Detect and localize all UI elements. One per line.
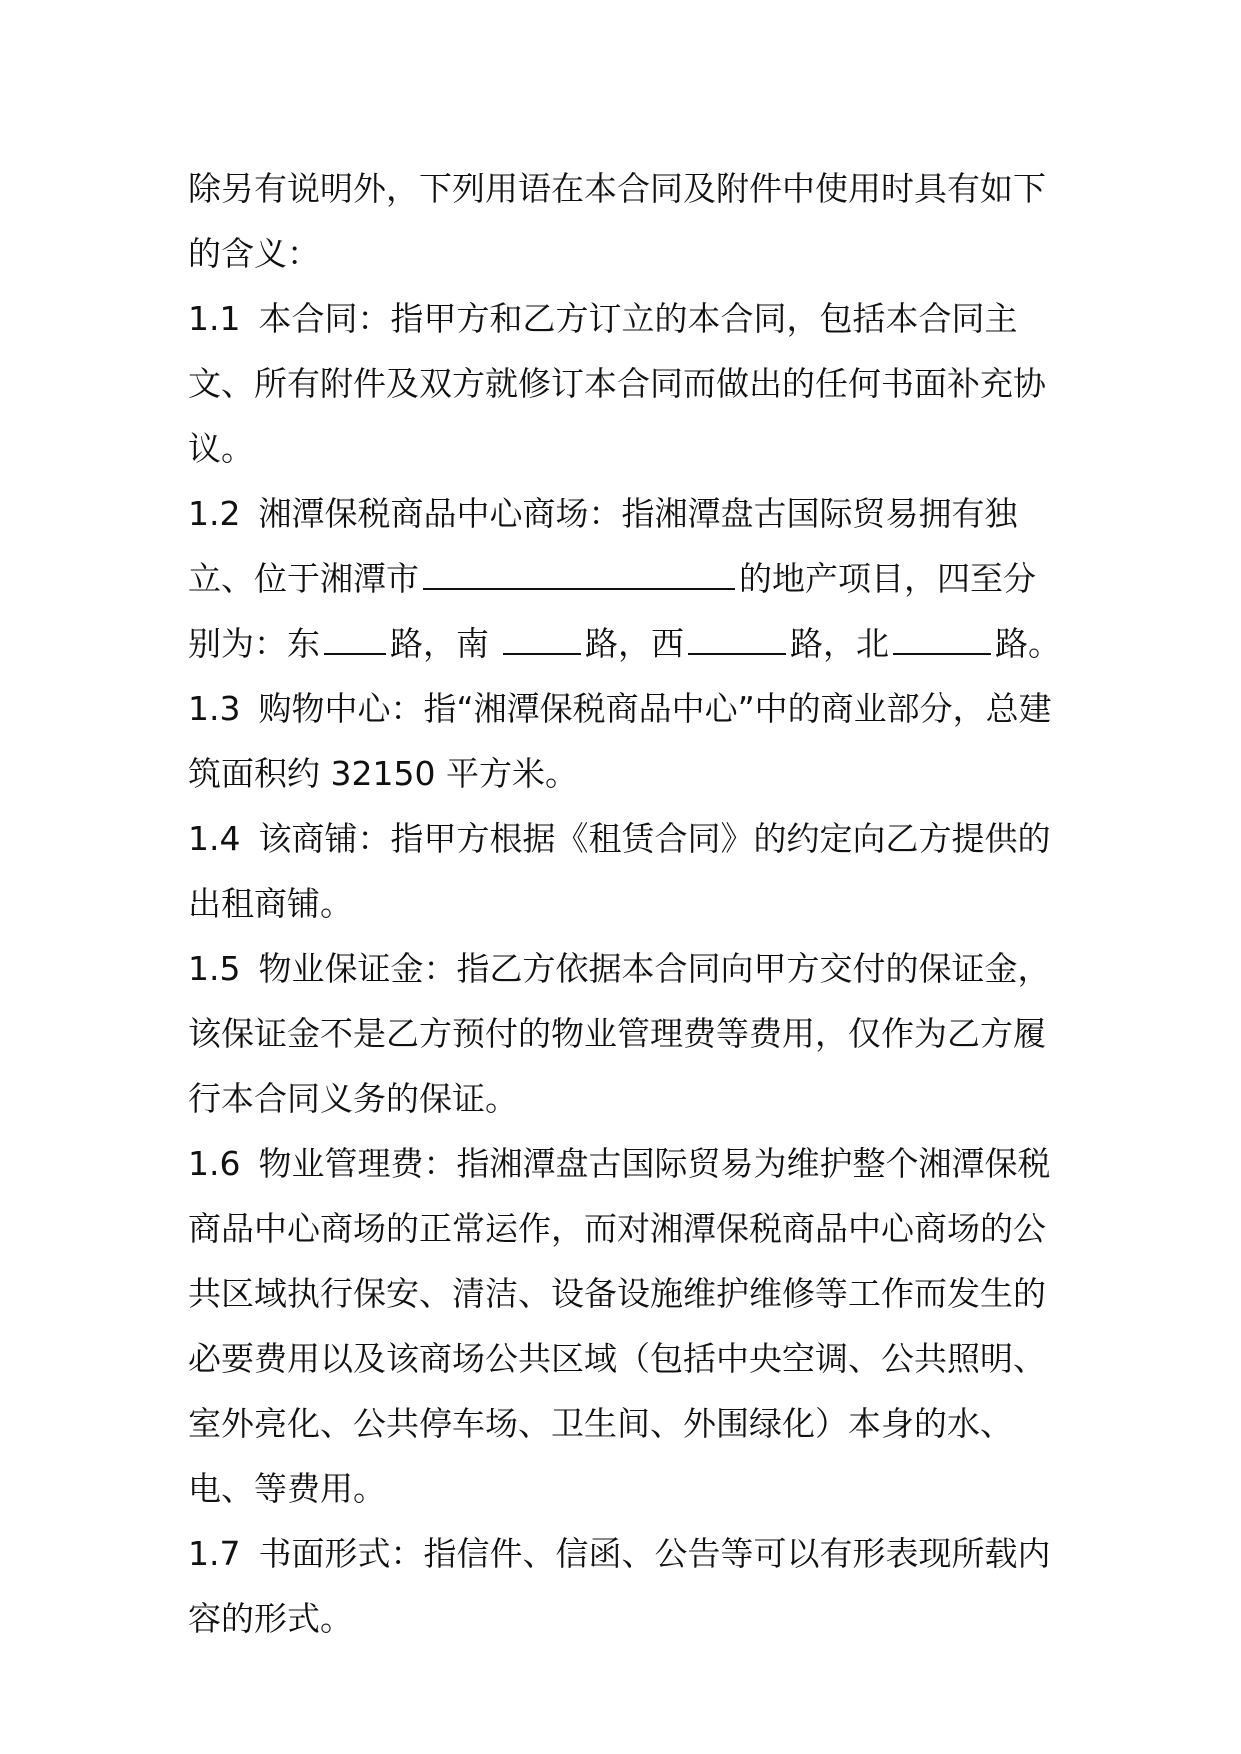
- east-road-blank[interactable]: [324, 617, 386, 655]
- clause-number: 1.5: [188, 949, 241, 988]
- clause-text-a: 湘潭保税商品中心商场：指湘潭盘古国际贸易拥有独立、位于湘潭市: [188, 494, 1018, 598]
- clause-text: 书面形式：指信件、信函、公告等可以有形表现所载内容的形式。: [188, 1534, 1051, 1638]
- clause-number: 1.3: [188, 689, 241, 728]
- clause-text-d: 路，西: [585, 624, 684, 663]
- west-road-blank[interactable]: [688, 617, 786, 655]
- clause-text: 购物中心：指“湘潭保税商品中心”中的商业部分，总建筑面积约 32150 平方米。: [188, 689, 1052, 793]
- north-road-blank[interactable]: [893, 617, 991, 655]
- clause-text-b: 的地产项目，四至分别为：东: [188, 559, 1036, 663]
- clause-1-7: [188, 1521, 1068, 1651]
- clause-1-4: [188, 806, 1068, 936]
- clause-1-3: [188, 676, 1068, 806]
- clause-text-e: 路，北: [790, 624, 889, 663]
- clause-1-6: [188, 1131, 1068, 1521]
- clause-1-5: [188, 936, 1068, 1131]
- clause-text-c: 路，南: [390, 624, 489, 663]
- clause-text: 物业管理费：指湘潭盘古国际贸易为维护整个湘潭保税商品中心商场的正常运作，而对湘潭保税商品中心商场的公共区域执行保安、清洁、设备设施维护维修等工作而发生的必要费用以及该商场公共区域（包括中央空调、公共照明、室外亮化、公共停车场、卫生间、外围绿化）本身的水、电、等费用。: [188, 1144, 1051, 1508]
- clause-1-1: [188, 286, 1068, 481]
- city-address-blank[interactable]: [423, 552, 735, 590]
- clause-number: 1.1: [188, 299, 241, 338]
- clause-number: 1.6: [188, 1144, 241, 1183]
- clause-1-2: [188, 481, 1068, 676]
- south-road-blank[interactable]: [503, 617, 581, 655]
- clause-number: 1.2: [188, 494, 241, 533]
- clause-number: 1.4: [188, 819, 241, 858]
- contract-definitions: [188, 156, 1068, 1651]
- clause-text: 该商铺：指甲方根据《租赁合同》的约定向乙方提供的出租商铺。: [188, 819, 1051, 923]
- clause-number: 1.7: [188, 1534, 241, 1573]
- clause-text: 物业保证金：指乙方依据本合同向甲方交付的保证金，该保证金不是乙方预付的物业管理费等费用，仅作为乙方履行本合同义务的保证。: [188, 949, 1051, 1118]
- intro-paragraph: 除另有说明外，下列用语在本合同及附件中使用时具有如下的含义：: [188, 169, 1046, 273]
- clause-text-f: 路。: [995, 624, 1061, 663]
- clause-text: 本合同：指甲方和乙方订立的本合同，包括本合同主文、所有附件及双方就修订本合同而做出的任何书面补充协议。: [188, 299, 1046, 468]
